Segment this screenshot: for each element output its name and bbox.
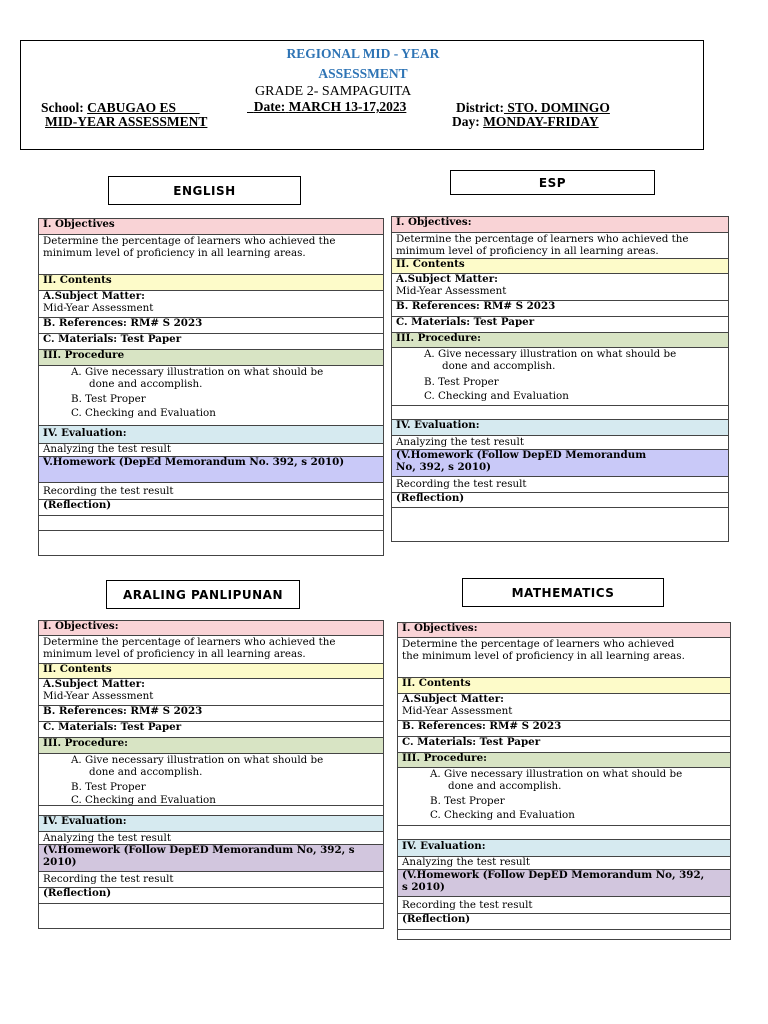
materials: C. Materials: Test Paper: [39, 722, 383, 738]
blank-row: [392, 508, 728, 521]
recording: Recording the test result: [398, 897, 730, 914]
references: B. References: RM# S 2023: [398, 721, 730, 737]
subject-matter: [392, 274, 728, 301]
subject-mathematics: MATHEMATICS: [462, 578, 664, 607]
procedure-step-a: A. Give necessary illustration on what should be: [424, 348, 677, 360]
procedure-steps: [39, 366, 383, 426]
school-value: CABUGAO ES: [87, 100, 177, 115]
english-lesson-plan: [38, 218, 384, 556]
blank-row: [398, 930, 730, 943]
procedure-step-a-cont: done and accomplish.: [89, 377, 203, 390]
contents-header: II. Contents: [39, 275, 383, 291]
blank-row: [39, 531, 383, 546]
header-title-line1: REGIONAL MID - YEAR: [286, 46, 440, 61]
procedure-step-a: A. Give necessary illustration on what should be: [430, 768, 683, 780]
references: B. References: RM# S 2023: [39, 318, 383, 334]
subject-esp: ESP: [450, 170, 655, 195]
materials: C. Materials: Test Paper: [392, 317, 728, 333]
objectives-header: I. Objectives:: [398, 623, 730, 638]
references: B. References: RM# S 2023: [392, 301, 728, 317]
date-label: Date:: [253, 99, 286, 114]
date-value: MARCH 13-17,2023: [288, 99, 407, 114]
subject-matter-value: Mid-Year Assessment: [43, 689, 154, 702]
evaluation-header: IV. Evaluation:: [39, 426, 383, 444]
contents-header: II. Contents: [392, 259, 728, 274]
subject-matter-value: Mid-Year Assessment: [402, 704, 513, 717]
subject-matter: [39, 291, 383, 318]
materials: C. Materials: Test Paper: [398, 737, 730, 753]
reflection: (Reflection): [398, 914, 730, 930]
recording: Recording the test result: [39, 872, 383, 888]
procedure-step-c: C. Checking and Evaluation: [430, 809, 575, 822]
subject-matter-label: A.Subject Matter:: [43, 679, 145, 690]
procedure-step-c: C. Checking and Evaluation: [424, 390, 569, 403]
objectives-text: Determine the percentage of learners who achieved the minimum level of proficiency in all learning areas.: [392, 233, 728, 259]
homework: (V.Homework (Follow DepED Memorandum No, 392, s 2010): [398, 870, 730, 897]
blank-row: [39, 904, 383, 918]
procedure-header: III. Procedure:: [392, 333, 728, 348]
recording: Recording the test result: [39, 483, 383, 500]
procedure-steps: [398, 768, 730, 826]
homework: (V.Homework (Follow DepED Memorandum No, 392, s 2010): [392, 450, 728, 477]
subject-araling-panlipunan: ARALING PANLIPUNAN: [106, 580, 300, 609]
procedure-header: III. Procedure: [39, 350, 383, 366]
procedure-step-b: B. Test Proper: [424, 375, 499, 388]
objectives-header: I. Objectives:: [39, 621, 383, 636]
procedure-header: III. Procedure:: [398, 753, 730, 768]
procedure-step-c: C. Checking and Evaluation: [71, 407, 216, 420]
header-title-line2: ASSESSMENT: [318, 66, 408, 81]
objectives-header: I. Objectives:: [392, 217, 728, 233]
mathematics-lesson-plan: [397, 622, 731, 940]
assessment-line: [45, 114, 207, 130]
school-label: School:: [41, 100, 84, 115]
day-value: MONDAY-FRIDAY: [483, 114, 599, 129]
grade-section: GRADE 2- SAMPAGUITA: [255, 84, 412, 99]
procedure-step-a-cont: done and accomplish.: [89, 765, 203, 778]
subject-english: ENGLISH: [108, 176, 301, 205]
date-line: [247, 99, 406, 115]
materials: C. Materials: Test Paper: [39, 334, 383, 350]
procedure-step-a-cont: done and accomplish.: [442, 359, 556, 372]
day-label: Day:: [452, 114, 480, 129]
araling-panlipunan-lesson-plan: [38, 620, 384, 929]
recording: Recording the test result: [392, 477, 728, 493]
procedure-step-b: B. Test Proper: [71, 392, 146, 405]
objectives-text: Determine the percentage of learners who achieved the minimum level of proficiency in all learning areas.: [39, 636, 383, 664]
evaluation-header: IV. Evaluation:: [392, 420, 728, 436]
assessment-label: MID-YEAR ASSESSMENT: [45, 114, 208, 129]
evaluation-header: IV. Evaluation:: [39, 816, 383, 832]
homework: V.Homework (DepEd Memorandum No. 392, s 2010): [39, 457, 383, 483]
procedure-step-c: C. Checking and Evaluation: [71, 794, 216, 806]
objectives-header: I. Objectives: [39, 219, 383, 235]
evaluation-text: Analyzing the test result: [39, 832, 383, 845]
evaluation-text: Analyzing the test result: [39, 444, 383, 457]
objectives-text: Determine the percentage of learners who achieved the minimum level of proficiency in all learning areas.: [398, 638, 730, 678]
subject-matter: [39, 679, 383, 706]
evaluation-text: Analyzing the test result: [398, 857, 730, 870]
document-header: [20, 40, 704, 150]
reflection: (Reflection): [392, 493, 728, 508]
references: B. References: RM# S 2023: [39, 706, 383, 722]
procedure-header: III. Procedure:: [39, 738, 383, 754]
blank-row: [39, 516, 383, 531]
reflection: (Reflection): [39, 500, 383, 516]
subject-matter-label: A.Subject Matter:: [402, 694, 504, 705]
reflection: (Reflection): [39, 888, 383, 904]
subject-matter: [398, 694, 730, 721]
evaluation-header: IV. Evaluation:: [398, 840, 730, 857]
procedure-steps: [39, 754, 383, 806]
subject-matter-value: Mid-Year Assessment: [396, 284, 507, 297]
blank-row: [398, 826, 730, 840]
contents-header: II. Contents: [398, 678, 730, 694]
procedure-step-a: A. Give necessary illustration on what should be: [71, 366, 324, 378]
procedure-step-b: B. Test Proper: [430, 794, 505, 807]
blank-row: [39, 806, 383, 816]
procedure-step-a: A. Give necessary illustration on what should be: [71, 754, 324, 766]
objectives-text: Determine the percentage of learners who achieved the minimum level of proficiency in all learning areas.: [39, 235, 383, 275]
procedure-step-a-cont: done and accomplish.: [448, 779, 562, 792]
district-label: District:: [456, 100, 504, 115]
esp-lesson-plan: [391, 216, 729, 542]
homework: (V.Homework (Follow DepED Memorandum No, 392, s 2010): [39, 845, 383, 872]
subject-matter-value: Mid-Year Assessment: [43, 301, 154, 314]
subject-matter-label: A.Subject Matter:: [396, 274, 498, 285]
blank-row: [392, 406, 728, 420]
contents-header: II. Contents: [39, 664, 383, 679]
evaluation-text: Analyzing the test result: [392, 436, 728, 450]
procedure-steps: [392, 348, 728, 406]
procedure-step-b: B. Test Proper: [71, 780, 146, 793]
day-line: [452, 114, 599, 130]
subject-matter-label: A.Subject Matter:: [43, 291, 145, 302]
district-value: STO. DOMINGO: [503, 100, 610, 115]
